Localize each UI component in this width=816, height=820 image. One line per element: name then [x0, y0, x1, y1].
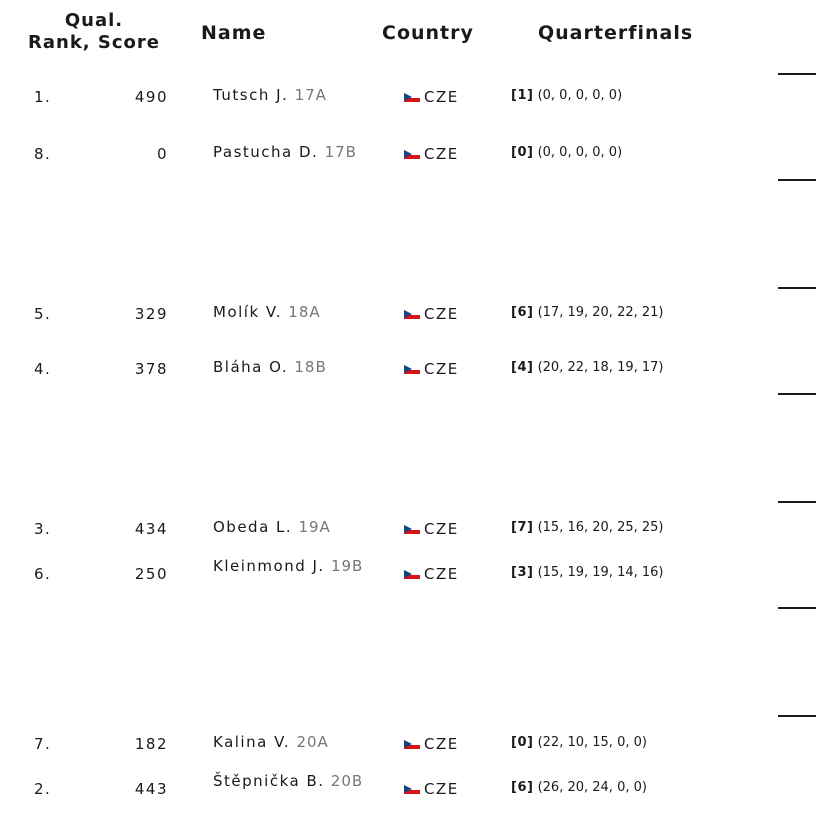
quarterfinal-total: [6] — [511, 780, 534, 795]
group-label: 17B — [324, 143, 357, 161]
quarterfinal-total: [4] — [511, 360, 534, 375]
table-row — [0, 557, 780, 605]
quarterfinal-detail: (0, 0, 0, 0, 0) — [537, 88, 623, 103]
athlete-name-cell — [213, 772, 383, 790]
header-rank-score-label: Rank, Score — [28, 32, 160, 53]
table-row — [0, 305, 780, 345]
group-label: 17A — [294, 86, 327, 104]
group-label: 20A — [296, 733, 329, 751]
country-cell — [404, 520, 459, 538]
quarterfinal-result-cell — [511, 88, 622, 103]
country-cell — [404, 305, 459, 323]
quarterfinal-detail: (0, 0, 0, 0, 0) — [537, 145, 623, 160]
country-code: CZE — [424, 305, 459, 323]
score-cell: 443 — [134, 780, 168, 798]
athlete-name: Molík V. — [213, 303, 283, 321]
header-country: Country — [382, 22, 474, 44]
country-cell — [404, 88, 459, 106]
athlete-name-cell — [213, 557, 383, 575]
rank-cell: 7. — [34, 735, 52, 753]
score-cell: 0 — [156, 145, 168, 163]
quarterfinal-detail: (20, 22, 18, 19, 17) — [537, 360, 664, 375]
header-qual-label: Qual. — [64, 10, 124, 31]
rank-cell: 4. — [34, 360, 52, 378]
score-cell: 490 — [134, 88, 168, 106]
country-code: CZE — [424, 780, 459, 798]
country-code: CZE — [424, 88, 459, 106]
group-label: 19A — [298, 518, 331, 536]
country-cell — [404, 565, 459, 583]
quarterfinal-total: [3] — [511, 565, 534, 580]
athlete-name-cell — [213, 86, 383, 104]
group-label: 18B — [294, 358, 327, 376]
header-qual-rank-score — [24, 10, 164, 54]
score-cell: 434 — [134, 520, 168, 538]
quarterfinal-result-cell — [511, 780, 647, 795]
rank-cell: 5. — [34, 305, 52, 323]
quarterfinal-total: [0] — [511, 735, 534, 750]
quarterfinal-result-cell — [511, 565, 664, 580]
quarterfinal-result-cell — [511, 360, 664, 375]
quarterfinal-total: [0] — [511, 145, 534, 160]
score-cell: 329 — [134, 305, 168, 323]
rank-cell: 3. — [34, 520, 52, 538]
country-code: CZE — [424, 520, 459, 538]
athlete-name-cell — [213, 518, 383, 536]
group-label: 18A — [288, 303, 321, 321]
table-row — [0, 735, 780, 775]
czech-flag-icon — [404, 740, 420, 749]
czech-flag-icon — [404, 525, 420, 534]
country-cell — [404, 145, 459, 163]
group-label: 19B — [330, 557, 364, 575]
athlete-name-cell — [213, 733, 383, 751]
athlete-name: Tutsch J. — [213, 86, 289, 104]
country-cell — [404, 735, 459, 753]
athlete-name: Kleinmond J. — [213, 557, 325, 575]
athlete-name-cell — [213, 143, 383, 161]
bracket-line — [778, 501, 816, 503]
bracket-line — [778, 715, 816, 717]
quarterfinal-result-cell — [511, 305, 664, 320]
quarterfinal-total: [1] — [511, 88, 534, 103]
rank-cell: 2. — [34, 780, 52, 798]
quarterfinal-total: [7] — [511, 520, 534, 535]
bracket-line — [778, 287, 816, 289]
czech-flag-icon — [404, 365, 420, 374]
quarterfinal-result-cell — [511, 520, 664, 535]
athlete-name-cell — [213, 303, 383, 321]
bracket-line — [778, 73, 816, 75]
athlete-name: Pastucha D. — [213, 143, 319, 161]
quarterfinal-total: [6] — [511, 305, 534, 320]
quarterfinal-result-cell — [511, 735, 647, 750]
score-cell: 378 — [134, 360, 168, 378]
country-cell — [404, 360, 459, 378]
country-code: CZE — [424, 145, 459, 163]
table-row — [0, 145, 780, 185]
quarterfinal-result-cell — [511, 145, 622, 160]
czech-flag-icon — [404, 785, 420, 794]
quarterfinal-detail: (17, 19, 20, 22, 21) — [537, 305, 664, 320]
athlete-name: Kalina V. — [213, 733, 291, 751]
rank-cell: 1. — [34, 88, 52, 106]
czech-flag-icon — [404, 150, 420, 159]
header-quarterfinals: Quarterfinals — [538, 22, 694, 44]
quarterfinal-detail: (15, 19, 19, 14, 16) — [537, 565, 664, 580]
score-cell: 182 — [134, 735, 168, 753]
header-name: Name — [201, 22, 267, 44]
athlete-name: Obeda L. — [213, 518, 293, 536]
country-cell — [404, 780, 459, 798]
rank-cell: 8. — [34, 145, 52, 163]
country-code: CZE — [424, 360, 459, 378]
czech-flag-icon — [404, 93, 420, 102]
quarterfinal-detail: (26, 20, 24, 0, 0) — [537, 780, 647, 795]
group-label: 20B — [330, 772, 364, 790]
table-row — [0, 360, 780, 400]
table-row — [0, 88, 780, 128]
bracket-line — [778, 607, 816, 609]
country-code: CZE — [424, 565, 459, 583]
czech-flag-icon — [404, 310, 420, 319]
rank-cell: 6. — [34, 565, 52, 583]
table-row — [0, 772, 780, 820]
czech-flag-icon — [404, 570, 420, 579]
score-cell: 250 — [134, 565, 168, 583]
athlete-name: Bláha O. — [213, 358, 289, 376]
athlete-name-cell — [213, 358, 383, 376]
bracket-line — [778, 179, 816, 181]
quarterfinal-detail: (22, 10, 15, 0, 0) — [537, 735, 647, 750]
table-row — [0, 520, 780, 560]
country-code: CZE — [424, 735, 459, 753]
bracket-line — [778, 393, 816, 395]
quarterfinal-detail: (15, 16, 20, 25, 25) — [537, 520, 664, 535]
athlete-name: Štěpnička B. — [213, 772, 325, 790]
